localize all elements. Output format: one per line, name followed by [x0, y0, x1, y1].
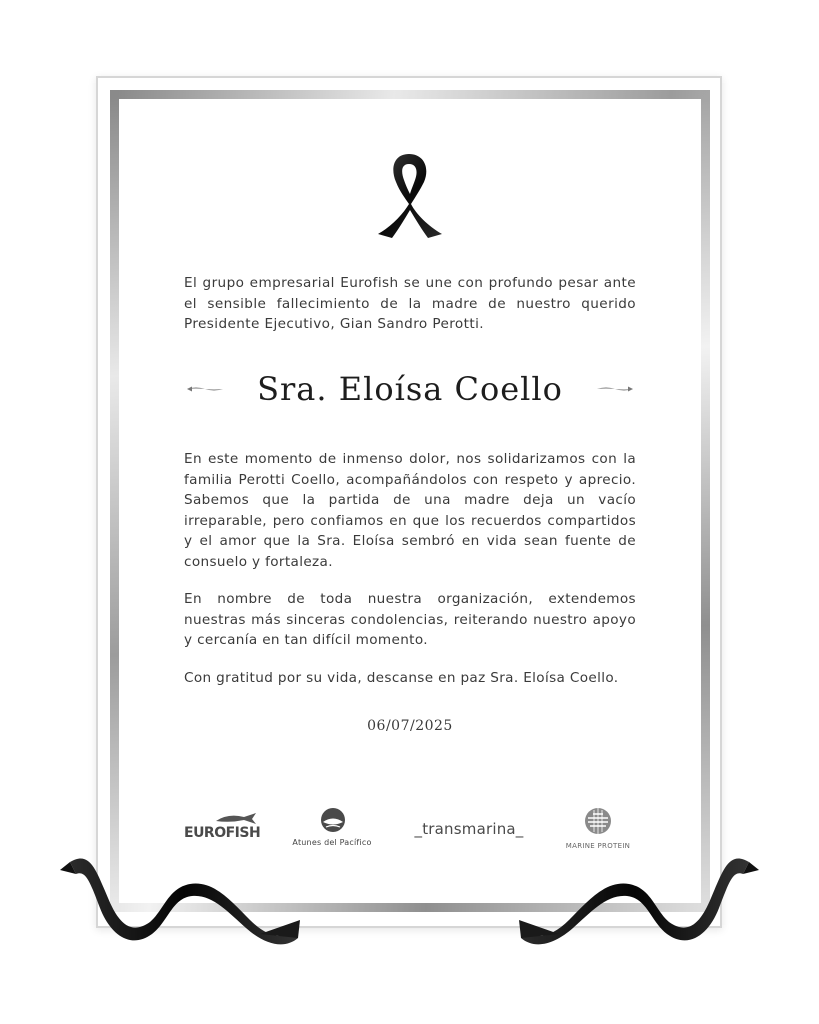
atunes-logo-text: Atunes del Pacífico [292, 838, 372, 847]
transmarina-logo-text: _transmarina_ [414, 820, 524, 838]
body-paragraph-2: En nombre de toda nuestra organización, extendemos nuestras más sinceras condolencias, reiterando nuestro apoyo y cercanía en tan difícil momento. [184, 591, 636, 648]
intro-paragraph: El grupo empresarial Eurofish se une con profundo pesar ante el sensible fallecimiento de la madre de nuestro querido Presidente Ejecutivo, Gian Sandro Perotti. [184, 275, 636, 332]
marine-protein-logo-text: MARINE PROTEIN [565, 842, 631, 850]
flourish-right-icon [596, 383, 634, 395]
marine-protein-emblem-icon [584, 807, 612, 835]
honoree-name: Sra. Eloísa Coello [257, 370, 563, 408]
eurofish-logo-text: EUROFISH [184, 825, 261, 841]
honoree-heading [182, 366, 638, 414]
tuna-emblem-icon [320, 807, 346, 835]
closing-line: Con gratitud por su vida, descanse en paz Sra. Eloísa Coello. [184, 670, 619, 686]
bottom-ribbon-decoration [0, 840, 819, 950]
body-paragraph-1: En este momento de inmenso dolor, nos solidarizamos con la familia Perotti Coello, acompañándolos con respeto y aprecio. Sabemos que la partida de una madre deja un vacío irreparable, pero confiamos en que los recuerdos compartidos y el amor que la Sra. Eloísa sembró en vida sean fuente de consuelo y fortaleza. [184, 451, 636, 570]
mourning-ribbon-icon [370, 148, 448, 240]
fish-icon [214, 811, 258, 825]
notice-date: 06/07/2025 [367, 718, 453, 734]
